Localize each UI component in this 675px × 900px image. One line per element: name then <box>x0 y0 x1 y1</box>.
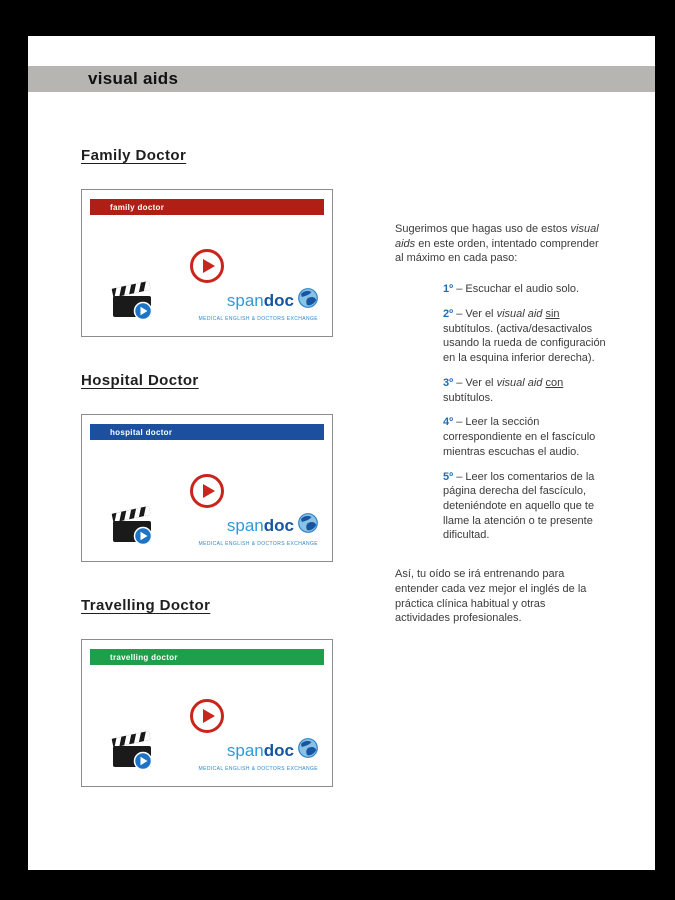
clapperboard-icon <box>110 731 156 776</box>
video-banner-label: travelling doctor <box>110 652 178 662</box>
section-heading: Hospital Doctor <box>81 372 199 389</box>
logo-doc-text: doc <box>263 740 294 760</box>
header-band <box>28 66 655 92</box>
section-travelling-doctor <box>81 596 333 787</box>
play-icon <box>203 709 215 723</box>
video-banner-label: family doctor <box>110 202 165 212</box>
section-hospital-doctor <box>81 371 333 562</box>
logo-tagline: MEDICAL ENGLISH & DOCTORS EXCHANGE <box>198 766 318 772</box>
logo-span-text: span <box>226 290 264 310</box>
play-icon <box>203 259 215 273</box>
video-thumbnail-travelling-doctor[interactable] <box>81 639 333 787</box>
spandoc-logo <box>199 738 318 772</box>
logo-doc-text: doc <box>263 515 294 535</box>
section-heading: Family Doctor <box>81 147 187 164</box>
step-number: 4º <box>443 416 454 429</box>
play-button[interactable] <box>190 474 224 508</box>
instructions-panel <box>395 222 608 626</box>
spandoc-logo <box>199 513 318 547</box>
video-banner <box>90 649 324 665</box>
video-thumbnail-hospital-doctor[interactable] <box>81 414 333 562</box>
play-icon <box>203 484 215 498</box>
globe-icon <box>298 513 318 538</box>
step-item-5: 5º – Leer los comentarios de la página derecha del fascículo, deteniéndote en aquello que te llame la atención o te presente dificultad. <box>443 470 595 542</box>
clapperboard-icon <box>110 281 156 326</box>
play-button[interactable] <box>190 699 224 733</box>
step-number: 5º <box>443 470 454 483</box>
step-item-2: 2º – Ver el visual aid sin subtítulos. (activa/desactivalos usando la rueda de configuración en la esquina inferior derecha). <box>443 307 606 365</box>
video-banner <box>90 424 324 440</box>
logo-span-text: span <box>226 515 264 535</box>
instructions-outro: Así, tu oído se irá entrenando para entender cada vez mejor el inglés de la práctica clínica habitual y otras actividades profesionales. <box>395 568 587 625</box>
video-thumbnail-family-doctor[interactable] <box>81 189 333 337</box>
logo-doc-text: doc <box>263 290 294 310</box>
page-title: visual aids <box>88 69 179 88</box>
clapperboard-icon <box>110 506 156 551</box>
globe-icon <box>298 738 318 763</box>
document-page <box>28 36 655 870</box>
step-item-1: 1º – Escuchar el audio solo. <box>443 283 580 296</box>
video-list <box>81 146 333 821</box>
video-banner-label: hospital doctor <box>110 427 173 437</box>
step-number: 1º <box>443 283 454 296</box>
step-item-4: 4º – Leer la sección correspondiente en el fascículo mientras escuchas el audio. <box>443 416 596 458</box>
spandoc-logo <box>199 288 318 322</box>
section-family-doctor <box>81 146 333 337</box>
logo-span-text: span <box>226 740 264 760</box>
globe-icon <box>298 288 318 313</box>
video-banner <box>90 199 324 215</box>
section-heading: Travelling Doctor <box>81 597 211 614</box>
step-number: 2º <box>443 307 454 320</box>
instructions-intro: Sugerimos que hagas uso de estos visual aids en este orden, intentado comprender al máximo en cada paso: <box>395 223 599 265</box>
step-item-3: 3º – Ver el visual aid con subtítulos. <box>443 376 564 404</box>
play-button[interactable] <box>190 249 224 283</box>
logo-tagline: MEDICAL ENGLISH & DOCTORS EXCHANGE <box>198 541 318 547</box>
step-number: 3º <box>443 376 454 389</box>
logo-tagline: MEDICAL ENGLISH & DOCTORS EXCHANGE <box>198 316 318 322</box>
instructions-steps <box>395 282 608 543</box>
